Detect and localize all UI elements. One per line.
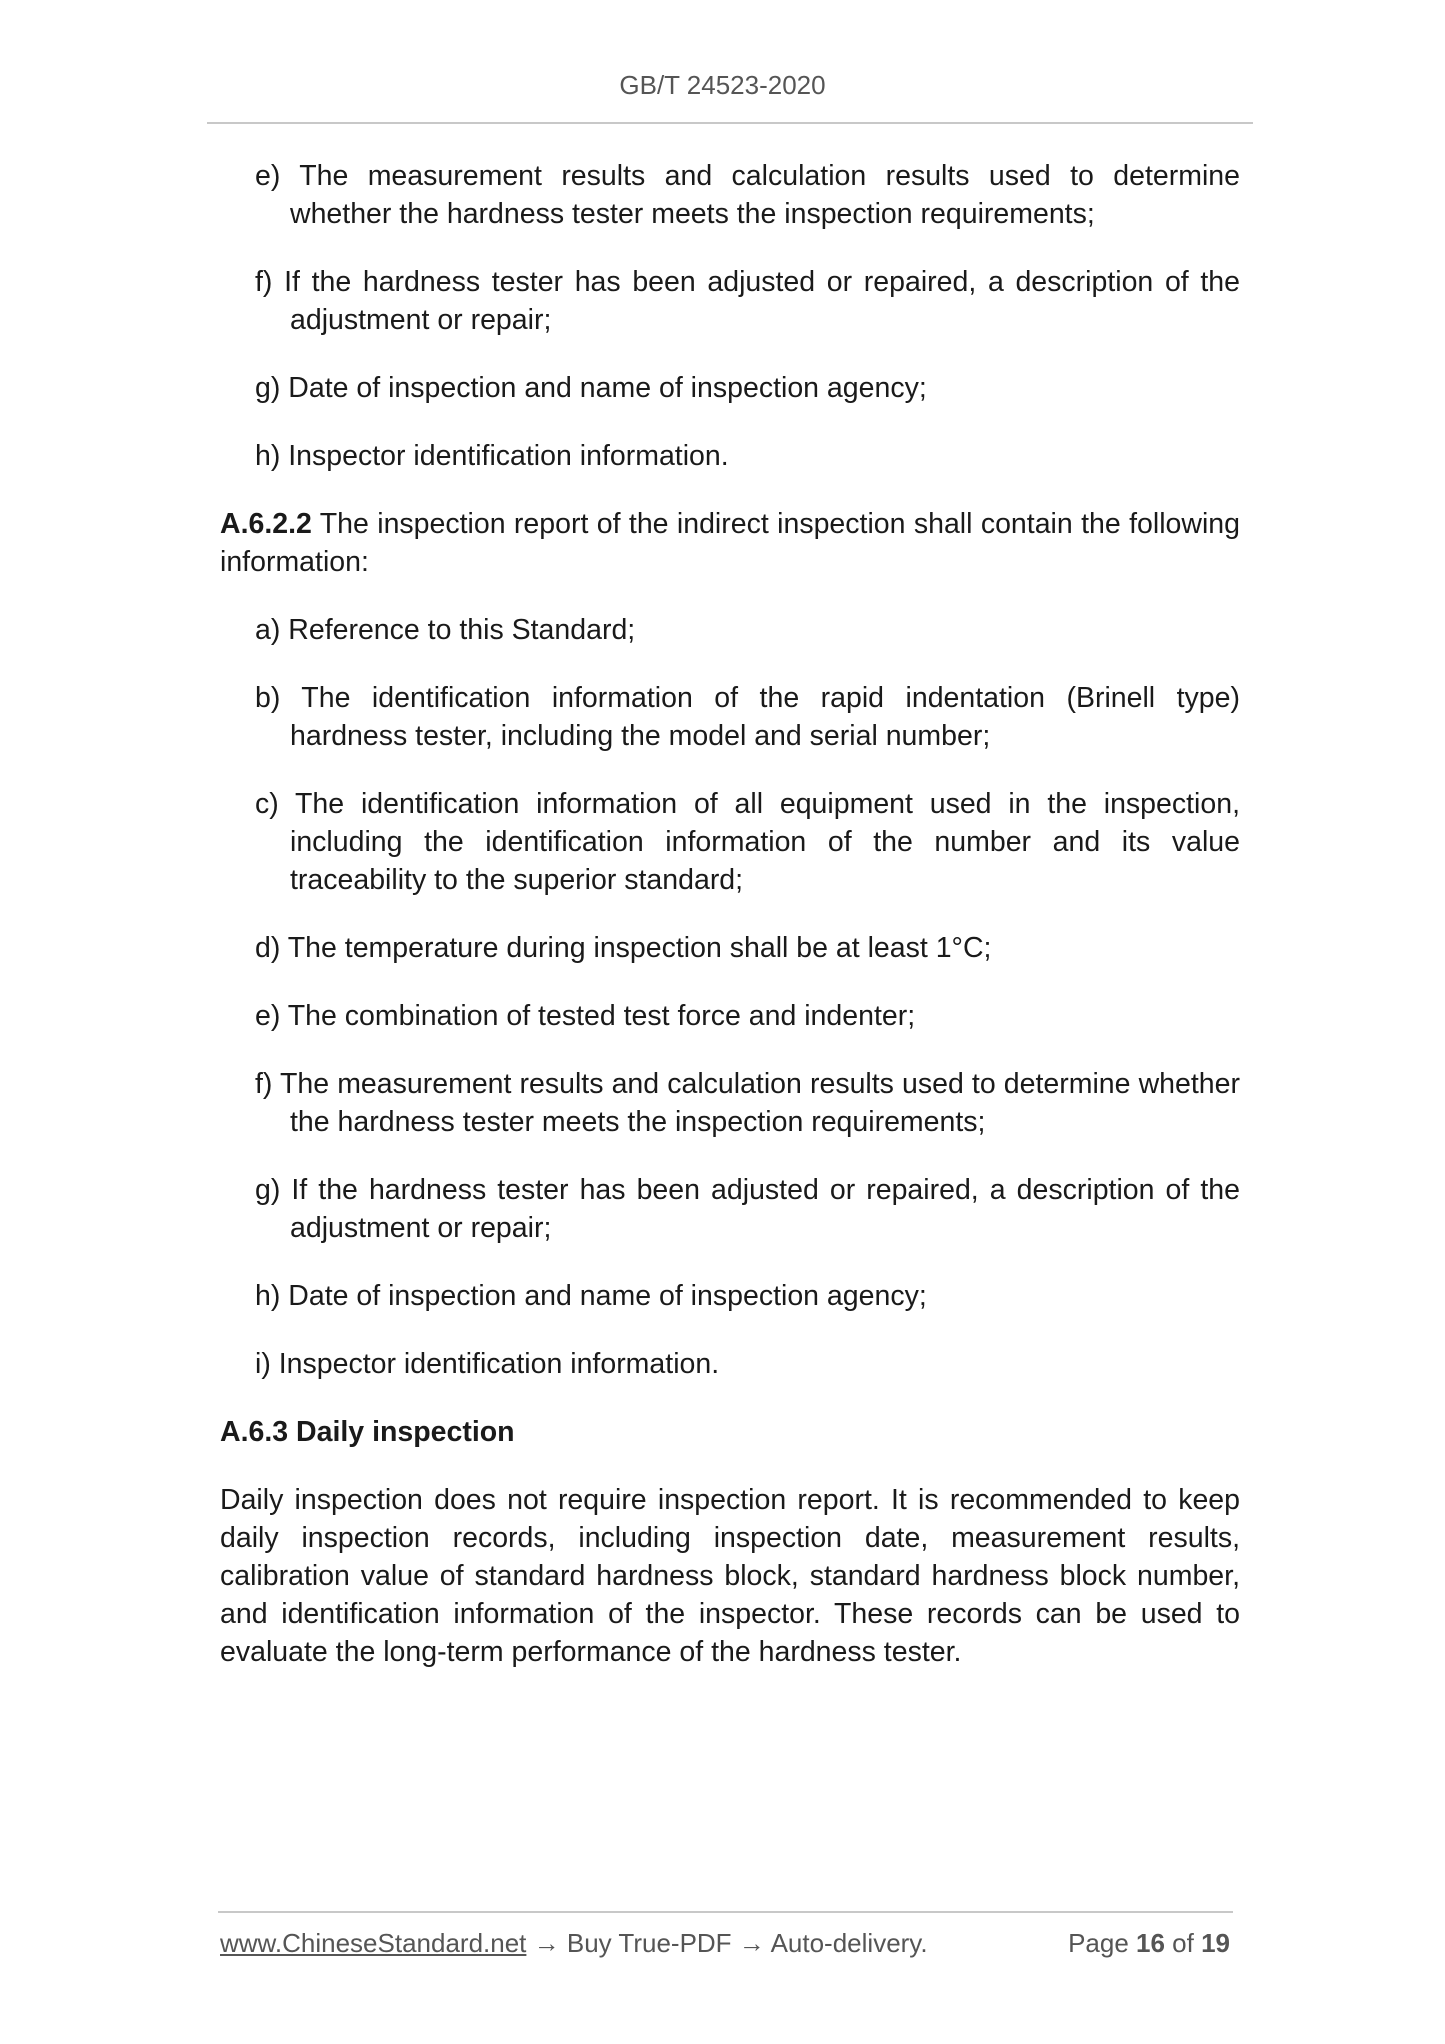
page-number (1068, 1928, 1230, 1959)
list-item-b: b) The identification information of the rapid indentation (Brinell type) hardness tester, including the model and serial number; (255, 682, 1240, 752)
section-a622-paragraph (220, 505, 1240, 581)
list-item-a: a) Reference to this Standard; (255, 614, 636, 646)
list-item-h2: h) Date of inspection and name of inspection agency; (255, 1280, 927, 1312)
section-number: A.6.2.2 (220, 508, 312, 540)
footer-left (220, 1928, 928, 1959)
list-item-e: e) The measurement results and calculation results used to determine whether the hardness tester meets the inspection requirements; (255, 160, 1240, 230)
list-item-f: f) If the hardness tester has been adjusted or repaired, a description of the adjustment or repair; (255, 266, 1240, 336)
header-divider (207, 122, 1253, 124)
section-text: The inspection report of the indirect inspection shall contain the following information: (220, 508, 1240, 578)
list-item-c: c) The identification information of all equipment used in the inspection, including the identification information of the number and its value traceability to the superior standard; (255, 788, 1240, 896)
page-of: of (1164, 1928, 1202, 1958)
footer-divider (218, 1911, 1233, 1913)
list-item-h: h) Inspector identification information. (255, 440, 729, 472)
list-item-g: g) Date of inspection and name of inspection agency; (255, 372, 927, 404)
list-item-i: i) Inspector identification information. (255, 1348, 720, 1380)
page-label: Page (1068, 1928, 1137, 1958)
list-item-f2: f) The measurement results and calculation results used to determine whether the hardness tester meets the inspection requirements; (255, 1068, 1240, 1138)
section-heading-a63: A.6.3 Daily inspection (220, 1416, 515, 1448)
list-item-d: d) The temperature during inspection shall be at least 1°C; (255, 932, 992, 964)
section-a63-paragraph: Daily inspection does not require inspection report. It is recommended to keep daily inspection records, including inspection date, measurement results, calibration value of standard hardness block, standard hardness block number, and identification information of the inspector. These records can be used to evaluate the long-term performance of the hardness tester. (220, 1484, 1240, 1668)
page-total: 19 (1201, 1928, 1230, 1958)
page-current: 16 (1136, 1928, 1165, 1958)
list-item-g2: g) If the hardness tester has been adjusted or repaired, a description of the adjustment or repair; (255, 1174, 1240, 1244)
footer-tagline: → Buy True-PDF → Auto-delivery. (526, 1928, 928, 1958)
website-link[interactable]: www.ChineseStandard.net (220, 1928, 527, 1958)
page-header: GB/T 24523-2020 (619, 70, 826, 100)
list-item-e2: e) The combination of tested test force and indenter; (255, 1000, 916, 1032)
page-content (220, 157, 1240, 1701)
